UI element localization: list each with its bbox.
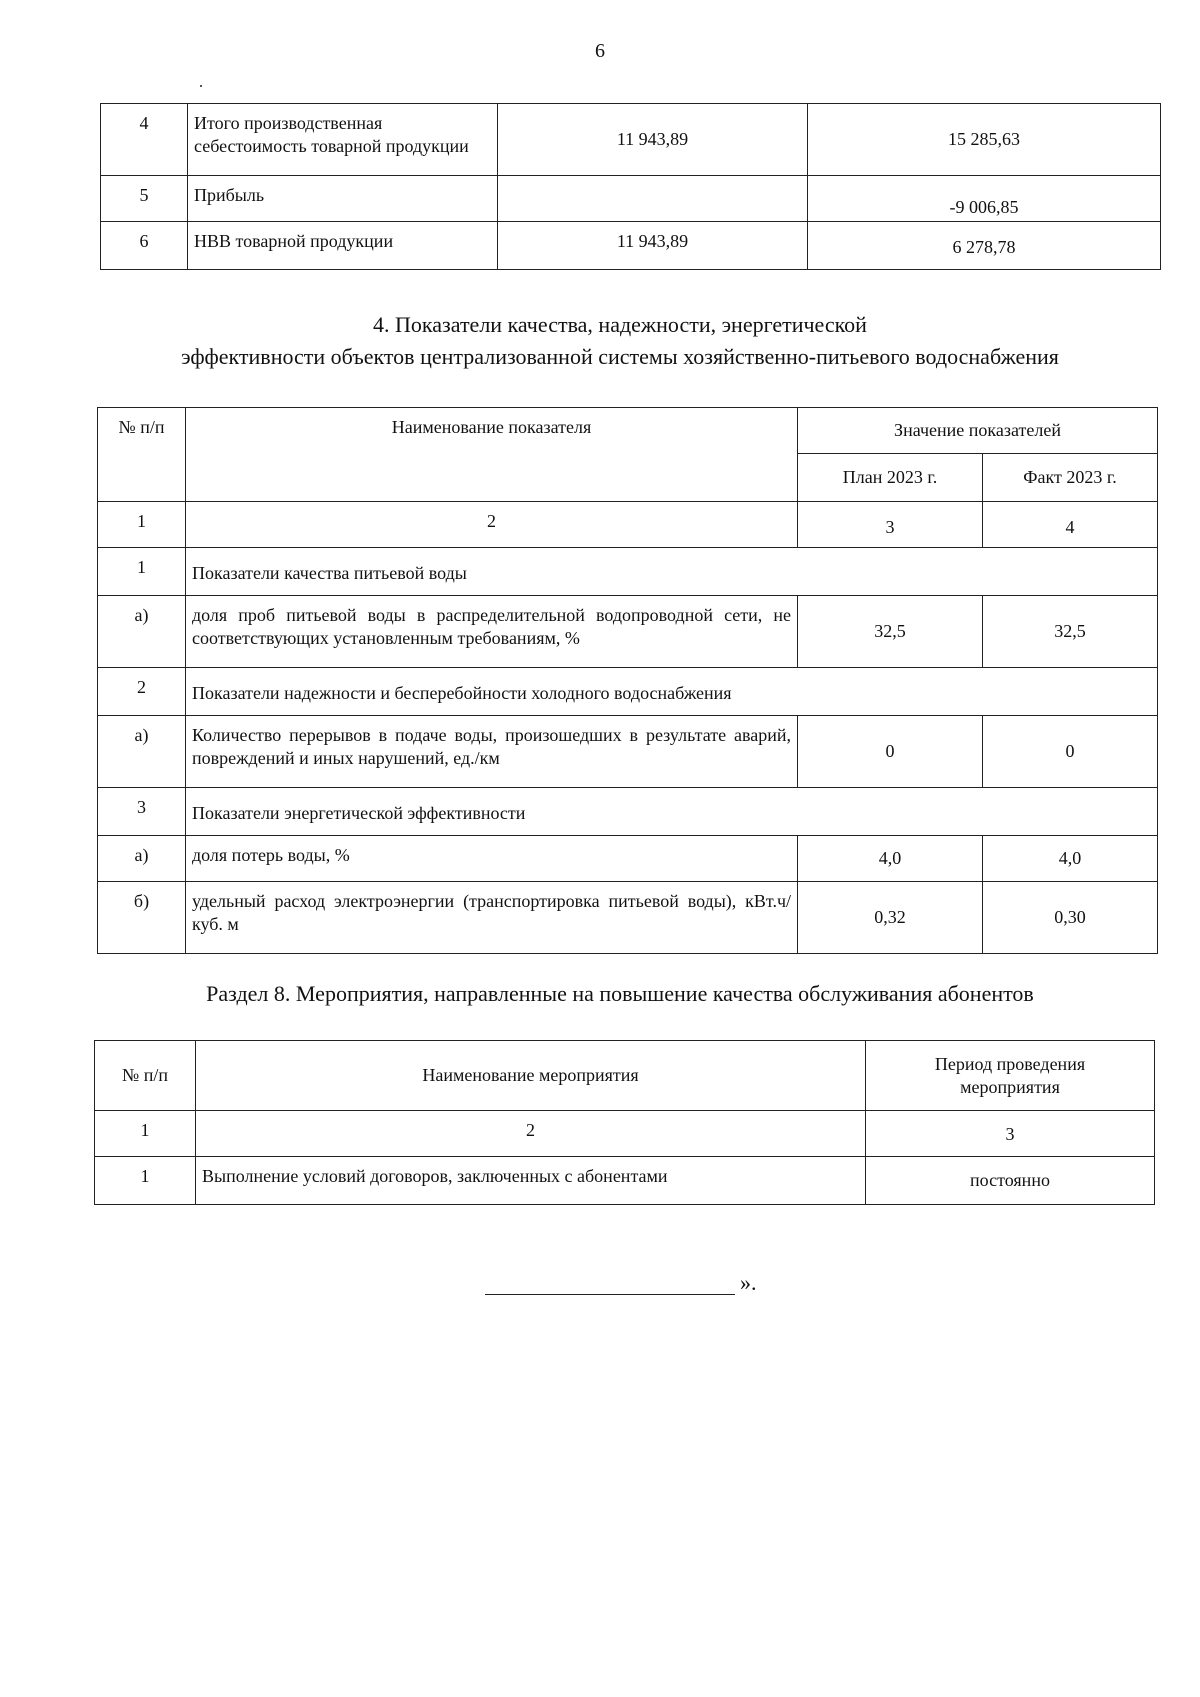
item-number: а) bbox=[98, 716, 186, 788]
col-number: 4 bbox=[983, 502, 1158, 548]
header-row bbox=[95, 1041, 1155, 1111]
item-number: б) bbox=[98, 882, 186, 954]
header-num: № п/п bbox=[95, 1041, 196, 1111]
item-fact: 0,30 bbox=[983, 882, 1158, 954]
blank-line bbox=[485, 1270, 735, 1295]
item-number: а) bbox=[98, 596, 186, 668]
item-name: удельный расход электроэнергии (транспортировка питьевой воды), кВт.ч/куб. м bbox=[186, 882, 798, 954]
table-row bbox=[101, 104, 1161, 176]
col-number: 3 bbox=[866, 1111, 1155, 1157]
header-plan: План 2023 г. bbox=[798, 454, 983, 502]
header-num: № п/п bbox=[98, 408, 186, 502]
measure-period: постоянно bbox=[866, 1157, 1155, 1205]
table-row bbox=[101, 222, 1161, 270]
column-numbers-row bbox=[95, 1111, 1155, 1157]
row-number: 6 bbox=[101, 222, 188, 270]
row-plan: 11 943,89 bbox=[498, 222, 808, 270]
group-number: 2 bbox=[98, 668, 186, 716]
item-name: доля потерь воды, % bbox=[186, 836, 798, 882]
row-name: НВВ товарной продукции bbox=[188, 222, 498, 270]
item-number: а) bbox=[98, 836, 186, 882]
closing-mark: ». bbox=[740, 1270, 757, 1295]
row-name: Итого производственная себестоимость товарной продукции bbox=[188, 104, 498, 176]
row-fact: -9 006,85 bbox=[808, 176, 1161, 222]
header-period: Период проведения мероприятия bbox=[866, 1041, 1155, 1111]
item-name: доля проб питьевой воды в распределительной водопроводной сети, не соответствующих установленным требованиям, % bbox=[186, 596, 798, 668]
col-number: 1 bbox=[95, 1111, 196, 1157]
page-number: 6 bbox=[595, 40, 605, 62]
row-number: 4 bbox=[101, 104, 188, 176]
measure-row bbox=[95, 1157, 1155, 1205]
group-number: 1 bbox=[98, 548, 186, 596]
header-values: Значение показателей bbox=[798, 408, 1158, 454]
header-row bbox=[98, 408, 1158, 454]
item-name: Количество перерывов в подаче воды, произошедших в результате аварий, повреждений и иных нарушений, ед./км bbox=[186, 716, 798, 788]
section-4-title-line-1: 4. Показатели качества, надежности, энергетической bbox=[373, 312, 867, 337]
header-name: Наименование показателя bbox=[186, 408, 798, 502]
measure-name: Выполнение условий договоров, заключенных с абонентами bbox=[196, 1157, 866, 1205]
group-title: Показатели энергетической эффективности bbox=[186, 788, 1158, 836]
table-row bbox=[101, 176, 1161, 222]
header-name: Наименование мероприятия bbox=[196, 1041, 866, 1111]
col-number: 1 bbox=[98, 502, 186, 548]
header-fact: Факт 2023 г. bbox=[983, 454, 1158, 502]
section-4-title-line-2: эффективности объектов централизованной системы хозяйственно-питьевого водоснабжения bbox=[181, 344, 1059, 369]
section-4-title bbox=[0, 309, 1200, 373]
measures-table bbox=[94, 1040, 1155, 1205]
row-plan: 11 943,89 bbox=[498, 104, 808, 176]
indicator-row bbox=[98, 836, 1158, 882]
item-fact: 4,0 bbox=[983, 836, 1158, 882]
item-plan: 0 bbox=[798, 716, 983, 788]
group-row bbox=[98, 668, 1158, 716]
row-name: Прибыль bbox=[188, 176, 498, 222]
measure-number: 1 bbox=[95, 1157, 196, 1205]
row-number: 5 bbox=[101, 176, 188, 222]
group-number: 3 bbox=[98, 788, 186, 836]
indicator-row bbox=[98, 716, 1158, 788]
cost-table bbox=[100, 103, 1161, 270]
section-8-title: Раздел 8. Мероприятия, направленные на повышение качества обслуживания абонентов bbox=[206, 981, 1034, 1006]
indicator-row bbox=[98, 596, 1158, 668]
indicator-row bbox=[98, 882, 1158, 954]
item-plan: 32,5 bbox=[798, 596, 983, 668]
item-plan: 4,0 bbox=[798, 836, 983, 882]
indicators-table bbox=[97, 407, 1158, 954]
group-title: Показатели надежности и бесперебойности холодного водоснабжения bbox=[186, 668, 1158, 716]
group-row bbox=[98, 788, 1158, 836]
scan-speck bbox=[200, 85, 202, 87]
col-number: 2 bbox=[196, 1111, 866, 1157]
row-fact: 6 278,78 bbox=[808, 222, 1161, 270]
group-title: Показатели качества питьевой воды bbox=[186, 548, 1158, 596]
item-plan: 0,32 bbox=[798, 882, 983, 954]
row-plan bbox=[498, 176, 808, 222]
item-fact: 32,5 bbox=[983, 596, 1158, 668]
col-number: 2 bbox=[186, 502, 798, 548]
column-numbers-row bbox=[98, 502, 1158, 548]
group-row bbox=[98, 548, 1158, 596]
col-number: 3 bbox=[798, 502, 983, 548]
item-fact: 0 bbox=[983, 716, 1158, 788]
row-fact: 15 285,63 bbox=[808, 104, 1161, 176]
